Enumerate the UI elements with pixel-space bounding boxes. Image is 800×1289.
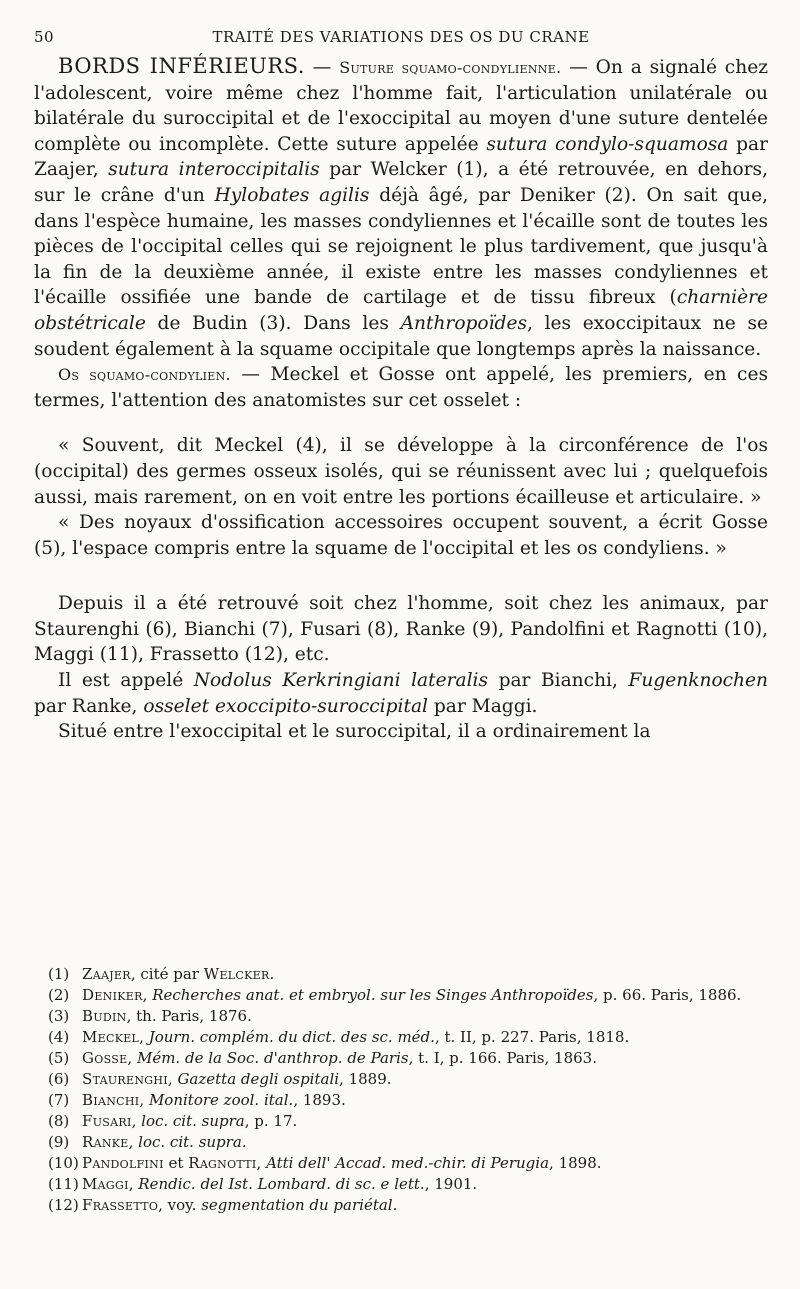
footnote-text: , voy. xyxy=(158,1196,202,1214)
footnote-text: , 1901. xyxy=(424,1175,478,1193)
paragraph-os-squamo-condylien: Os squamo-condylien. — Meckel et Gosse ont appelé, les premiers, en ces termes, l'attention des anatomistes sur cet osselet : xyxy=(34,364,769,411)
footnote-text: , xyxy=(142,986,153,1004)
footnote xyxy=(34,1069,768,1090)
footnote xyxy=(34,1048,768,1069)
section-heading: BORDS INFÉRIEURS. xyxy=(58,54,305,78)
paragraph-group-depuis xyxy=(34,591,768,745)
footnote-text: , 1893. xyxy=(293,1091,346,1109)
footnote-author: Bianchi xyxy=(82,1091,140,1109)
footnote-text: , t. II, p. 227. Paris, 1818. xyxy=(434,1028,630,1046)
footnote-number: (8) xyxy=(48,1112,70,1130)
paragraph-bords-inferieurs: BORDS INFÉRIEURS. — Suture squamo-condylienne. — On a signalé chez l'adolescent, voire même chez l'homme fait, l'articulation unilatérale ou bilatérale du suroccipital et de l'exoccipital au moyen d'une suture dentelée complète ou incomplète. Cette suture appelée sutura condylo-squamosa par Zaajer, sutura interoccipitalis par Welcker (1), a été retrouvée, en dehors, sur le crâne d'un Hylobates agilis déjà âgé, par Deniker (2). On sait que, dans l'espèce humaine, les masses condyliennes et l'écaille sont de toutes les pièces de l'occipital celles qui se rejoignent le plus tardivement, que jusqu'à la fin de la deuxième année, il existe entre les masses condyliennes et l'écaille ossifiée une bande de cartilage et de tissu fibreux (charnière obstétricale de Budin (3). Dans les Anthropoïdes, les exoccipitaux ne se soudent également à la squame occipitale que longtemps après la naissance. xyxy=(34,54,769,360)
footnote-number: (12) xyxy=(48,1196,79,1214)
footnote-text: , th. Paris, 1876. xyxy=(126,1007,252,1025)
footnote xyxy=(34,985,768,1006)
footnote xyxy=(34,964,768,985)
footnote xyxy=(34,1132,768,1153)
footnote-author: Fusari xyxy=(82,1112,132,1130)
footnote-author: Gosse xyxy=(82,1049,128,1067)
footnote-text: . xyxy=(269,965,275,983)
footnote-text: , xyxy=(139,1091,149,1109)
footnote-number: (6) xyxy=(48,1070,70,1088)
footnote-title: loc. cit. supra. xyxy=(138,1133,247,1151)
paragraph-appele: Il est appelé Nodolus Kerkringiani lateralis par Bianchi, Fugenknochen par Ranke, osselet exoccipito-suroccipital par Maggi. xyxy=(34,670,769,717)
section-heading-os: Os squamo-condylien. xyxy=(58,365,231,385)
footnote xyxy=(34,1111,768,1132)
footnote-author: Maggi xyxy=(82,1175,129,1193)
footnote xyxy=(34,1006,768,1027)
footnote-text: , xyxy=(127,1049,137,1067)
footnote-author: Meckel xyxy=(82,1028,140,1046)
footnote-title: Journ. complém. du dict. des sc. méd. xyxy=(148,1028,435,1046)
footnote-author: Ranke xyxy=(82,1133,129,1151)
subsection-heading: Suture squamo-condylienne. xyxy=(339,58,562,77)
footnote-title: segmentation du pariétal. xyxy=(201,1196,398,1214)
quote-meckel: « Souvent, dit Meckel (4), il se développe à la circonférence de l'os (occipital) des germes osseux isolés, qui se réunissent avec lui ; quelquefois aussi, mais rarement, on en voit entre les portions écailleuse et articulaire. » xyxy=(34,435,768,508)
running-title: TRAITÉ DES VARIATIONS DES OS DU CRANE xyxy=(212,28,590,46)
page-number: 50 xyxy=(34,28,55,46)
paragraph-situe: Situé entre l'exoccipital et le suroccipital, il a ordinairement la xyxy=(58,721,651,743)
quotations xyxy=(34,433,768,561)
footnote-title: Gazetta degli ospitali xyxy=(177,1070,340,1088)
footnote-number: (2) xyxy=(48,986,70,1004)
footnote-number: (10) xyxy=(48,1154,79,1172)
footnote-author: Staurenghi xyxy=(82,1070,168,1088)
footnote-title: Atti dell' Accad. med.-chir. di Perugia xyxy=(266,1154,550,1172)
footnote-author: Ragnotti xyxy=(188,1154,257,1172)
footnote-number: (9) xyxy=(48,1133,70,1151)
footnote-number: (7) xyxy=(48,1091,70,1109)
footnote-text: , t. I, p. 166. Paris, 1863. xyxy=(408,1049,597,1067)
footnote xyxy=(34,1153,768,1174)
footnote-text: , xyxy=(128,1133,139,1151)
footnote-text: , xyxy=(256,1154,267,1172)
footnote-text: , 1889. xyxy=(339,1070,392,1088)
footnote-text: , xyxy=(128,1175,139,1193)
main-text xyxy=(34,54,768,745)
footnote-number: (4) xyxy=(48,1028,70,1046)
footnote xyxy=(34,1174,768,1195)
footnote-text: , xyxy=(131,1112,142,1130)
footnote-title: Recherches anat. et embryol. sur les Singes Anthropoïdes xyxy=(152,986,594,1004)
footnote-text: , 1898. xyxy=(549,1154,602,1172)
footnote-title: Mém. de la Soc. d'anthrop. de Paris xyxy=(136,1049,409,1067)
footnote-text: , cité par xyxy=(130,965,204,983)
footnote xyxy=(34,1090,768,1111)
footnote-author: Zaajer xyxy=(82,965,131,983)
footnote-author: Welcker xyxy=(203,965,270,983)
quote-gosse: « Des noyaux d'ossification accessoires occupent souvent, a écrit Gosse (5), l'espace compris entre la squame de l'occipital et les os condyliens. » xyxy=(34,512,768,559)
footnote-text: , xyxy=(139,1028,149,1046)
footnote-author: Frassetto xyxy=(82,1196,159,1214)
footnote-number: (5) xyxy=(48,1049,70,1067)
footnote-author: Deniker xyxy=(82,986,143,1004)
footnote-text: , xyxy=(167,1070,178,1088)
running-header xyxy=(34,28,768,54)
footnote-text: , p. 17. xyxy=(244,1112,298,1130)
footnote-title: loc. cit. supra xyxy=(141,1112,245,1130)
footnote-text: et xyxy=(163,1154,189,1172)
footnotes xyxy=(34,964,768,1216)
footnote xyxy=(34,1195,768,1216)
footnote-number: (3) xyxy=(48,1007,70,1025)
footnote-title: Rendic. del Ist. Lombard. di sc. e lett. xyxy=(138,1175,425,1193)
page xyxy=(34,28,768,745)
footnote-author: Budin xyxy=(82,1007,127,1025)
footnote-number: (11) xyxy=(48,1175,79,1193)
footnote-text: , p. 66. Paris, 1886. xyxy=(593,986,742,1004)
footnote-title: Monitore zool. ital. xyxy=(148,1091,294,1109)
footnote xyxy=(34,1027,768,1048)
footnote-number: (1) xyxy=(48,965,70,983)
paragraph-depuis: Depuis il a été retrouvé soit chez l'homme, soit chez les animaux, par Staurenghi (6), Bianchi (7), Fusari (8), Ranke (9), Pandolfini et Ragnotti (10), Maggi (11), Frassetto (12), etc. xyxy=(34,593,768,666)
footnote-author: Pandolfini xyxy=(82,1154,164,1172)
